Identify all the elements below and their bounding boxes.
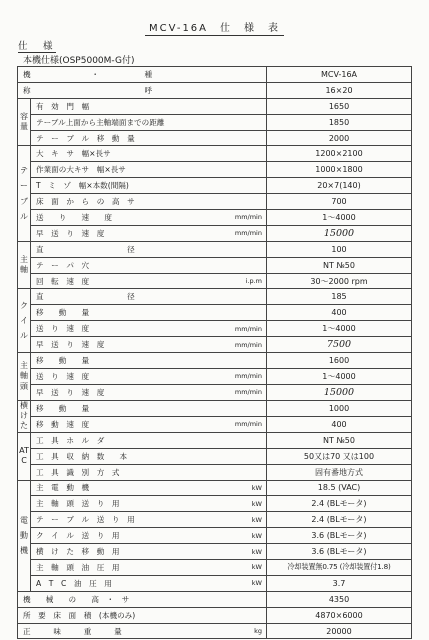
spec-value: 400 (267, 416, 412, 432)
spec-row (18, 464, 412, 480)
spec-item-cell (31, 416, 267, 432)
spec-value: 3.7 (267, 575, 412, 591)
spec-value: 1600 (267, 353, 412, 369)
spec-row (18, 448, 412, 464)
spec-item-label: 工 具 識 別 方 式 (36, 467, 120, 477)
spec-item-cell (31, 98, 267, 114)
spec-unit: kW (251, 547, 262, 556)
spec-value: 1～4000 (267, 210, 412, 226)
spec-value: 15000 (267, 225, 412, 241)
spec-value: 700 (267, 194, 412, 210)
spec-item-label: 機 ・ 種 (23, 69, 153, 79)
group-label: テーブル (18, 146, 31, 241)
spec-item-label: 送 り 速 度 (36, 324, 90, 334)
spec-row (18, 114, 412, 130)
spec-item-cell (31, 162, 267, 178)
spec-value: 2.4 (BLモータ) (267, 496, 412, 512)
spec-item-label: 回 転 速 度 (36, 276, 90, 286)
spec-item-cell (31, 130, 267, 146)
spec-row (18, 528, 412, 544)
spec-item-label: 大 キ サ 幅×長サ (36, 149, 111, 159)
spec-value: 4350 (267, 591, 412, 607)
spec-unit: mm/min (234, 372, 262, 381)
spec-item-label: 作業面の大キサ 幅×長サ (36, 165, 126, 175)
spec-row (18, 400, 412, 416)
spec-item-cell (31, 464, 267, 480)
spec-row (18, 130, 412, 146)
spec-item-label: T ミ ゾ 幅×本数(間隔) (36, 181, 129, 191)
spec-unit: kW (251, 483, 262, 492)
spec-item-label: 主 電 動 機 (36, 483, 90, 493)
group-label: ATC (18, 432, 31, 480)
spec-item-cell (31, 512, 267, 528)
spec-item-cell (31, 321, 267, 337)
spec-row (18, 162, 412, 178)
spec-item-cell (31, 400, 267, 416)
spec-row (18, 321, 412, 337)
spec-row (18, 623, 412, 639)
spec-item-label: テ ー ブ ル 送 り 用 (36, 515, 135, 525)
spec-item-cell (31, 194, 267, 210)
spec-row (18, 575, 412, 591)
spec-item-cell (31, 384, 267, 400)
spec-value: 18.5 (VAC) (267, 480, 412, 496)
spec-item-label: 移 動 量 (36, 308, 90, 318)
spec-item-label: 移 動 速 度 (36, 419, 90, 429)
spec-item-cell (31, 337, 267, 353)
spec-unit: mm/min (234, 324, 262, 333)
spec-value: 7500 (267, 337, 412, 353)
spec-unit: kg (254, 627, 262, 635)
spec-row (18, 289, 412, 305)
spec-item-label: 称 呼 (23, 85, 153, 95)
spec-item-label: 移 動 量 (36, 403, 90, 413)
spec-value: 3.6 (BLモータ) (267, 544, 412, 560)
spec-item-label: ク イ ル 送 り 用 (36, 531, 120, 541)
spec-item-cell (18, 67, 267, 83)
spec-item-label: 有 効 門 幅 (36, 101, 90, 111)
spec-row (18, 607, 412, 623)
spec-value: 2000 (267, 130, 412, 146)
group-label: 容量 (18, 98, 31, 146)
spec-item-label: 送 り 速 度 (36, 371, 90, 381)
spec-unit: kW (251, 579, 262, 588)
spec-row (18, 560, 412, 576)
spec-value: 1000×1800 (267, 162, 412, 178)
document-title: MCV-16A 仕 様 表 (0, 19, 429, 34)
spec-item-cell (31, 241, 267, 257)
spec-item-label: 送 り 速 度 (36, 212, 112, 222)
spec-item-cell (31, 528, 267, 544)
spec-item-cell (18, 607, 267, 623)
spec-item-cell (31, 114, 267, 130)
spec-value: 1～4000 (267, 321, 412, 337)
spec-item-cell (31, 225, 267, 241)
section-heading: 仕 様 (18, 38, 56, 53)
spec-item-label: A T C 油 圧 用 (36, 578, 112, 588)
spec-value: 185 (267, 289, 412, 305)
spec-value: NT №50 (267, 432, 412, 448)
spec-row (18, 384, 412, 400)
spec-row (18, 146, 412, 162)
spec-item-label: 工 具 収 納 数 本 (36, 451, 128, 461)
spec-value: 1850 (267, 114, 412, 130)
spec-unit: mm/min (234, 420, 262, 429)
spec-item-label: 早 送 り 速 度 (36, 228, 105, 238)
spec-value: 2.4 (BLモータ) (267, 512, 412, 528)
spec-item-label: 直 径 (36, 244, 135, 254)
spec-item-cell (31, 544, 267, 560)
spec-row (18, 194, 412, 210)
spec-item-label: 直 径 (36, 292, 135, 302)
spec-row (18, 241, 412, 257)
spec-item-cell (31, 496, 267, 512)
spec-row (18, 353, 412, 369)
spec-item-label: 早 送 り 速 度 (36, 340, 105, 350)
spec-value: 20000 (267, 623, 412, 639)
spec-row (18, 210, 412, 226)
spec-item-label: テ ー ブ ル 移 動 量 (36, 133, 135, 143)
spec-row (18, 480, 412, 496)
spec-row (18, 178, 412, 194)
spec-item-cell (31, 305, 267, 321)
spec-item-cell (31, 368, 267, 384)
spec-row (18, 416, 412, 432)
spec-item-cell (18, 623, 267, 639)
spec-item-cell (31, 560, 267, 576)
spec-item-cell (31, 178, 267, 194)
spec-row (18, 368, 412, 384)
spec-unit: mm/min (234, 340, 262, 349)
spec-item-label: 機 械 の 高 ・ サ (23, 594, 130, 604)
spec-value: NT №50 (267, 257, 412, 273)
spec-value: 3.6 (BLモータ) (267, 528, 412, 544)
spec-value: 15000 (267, 384, 412, 400)
spec-row (18, 512, 412, 528)
spec-item-label: 横 け た 移 動 用 (36, 547, 120, 557)
spec-value: 20×7(140) (267, 178, 412, 194)
spec-row (18, 273, 412, 289)
group-label: 横けた (18, 400, 31, 432)
spec-row (18, 98, 412, 114)
spec-item-cell (31, 257, 267, 273)
spec-value: 1～4000 (267, 368, 412, 384)
spec-value: 30～2000 rpm (267, 273, 412, 289)
spec-item-cell (18, 591, 267, 607)
spec-item-cell (31, 575, 267, 591)
spec-value: 1000 (267, 400, 412, 416)
spec-unit: kW (251, 499, 262, 508)
spec-unit: mm/min (234, 213, 262, 222)
spec-row (18, 544, 412, 560)
spec-row (18, 432, 412, 448)
spec-item-cell (31, 210, 267, 226)
spec-row (18, 591, 412, 607)
spec-item-label: 早 送 り 速 度 (36, 387, 105, 397)
spec-item-label: テーブル上面から主軸端面までの距離 (36, 117, 165, 127)
group-label: クイル (18, 289, 31, 353)
spec-item-label: 工 具 ホ ル ダ (36, 435, 105, 445)
spec-unit: mm/min (234, 388, 262, 397)
spec-row (18, 496, 412, 512)
spec-value: 固有番地方式 (267, 464, 412, 480)
spec-item-cell (31, 448, 267, 464)
spec-value: 4870×6000 (267, 607, 412, 623)
spec-value: 16×20 (267, 82, 412, 98)
spec-item-cell (18, 82, 267, 98)
group-label: 主軸頭 (18, 353, 31, 401)
spec-row (18, 305, 412, 321)
spec-item-label: 主 軸 頭 送 り 用 (36, 499, 120, 509)
spec-item-label: 床 面 か ら の 高 サ (36, 197, 135, 207)
spec-value: 1650 (267, 98, 412, 114)
spec-table (17, 66, 412, 639)
spec-item-cell (31, 353, 267, 369)
spec-item-cell (31, 432, 267, 448)
spec-row (18, 257, 412, 273)
spec-item-label: 所 要 床 面 積 (本機のみ) (23, 610, 136, 620)
spec-value: 50又は70 又は100 (267, 448, 412, 464)
spec-value: 冷却装置無0.75 (冷却装置付1.8) (267, 560, 412, 576)
group-label: 電動機 (18, 480, 31, 591)
subtitle: 本機仕様(OSP5000M-G付) (23, 56, 135, 66)
spec-row (18, 67, 412, 83)
group-label: 主軸 (18, 241, 31, 289)
spec-unit: kW (251, 531, 262, 540)
spec-item-cell (31, 146, 267, 162)
spec-item-cell (31, 289, 267, 305)
spec-item-cell (31, 480, 267, 496)
spec-item-label: テ ー パ 穴 (36, 260, 90, 270)
spec-row (18, 337, 412, 353)
spec-unit: kW (251, 563, 262, 572)
spec-unit: kW (251, 515, 262, 524)
spec-item-cell (31, 273, 267, 289)
spec-item-label: 正 味 重 量 (23, 626, 122, 636)
spec-unit: mm/min (234, 229, 262, 238)
spec-row (18, 82, 412, 98)
spec-unit: i.p.m (245, 277, 262, 286)
spec-item-label: 移 動 量 (36, 355, 90, 365)
spec-item-label: 主 軸 頭 油 圧 用 (36, 562, 120, 572)
spec-row (18, 225, 412, 241)
spec-value: MCV-16A (267, 67, 412, 83)
spec-value: 400 (267, 305, 412, 321)
spec-value: 100 (267, 241, 412, 257)
spec-value: 1200×2100 (267, 146, 412, 162)
